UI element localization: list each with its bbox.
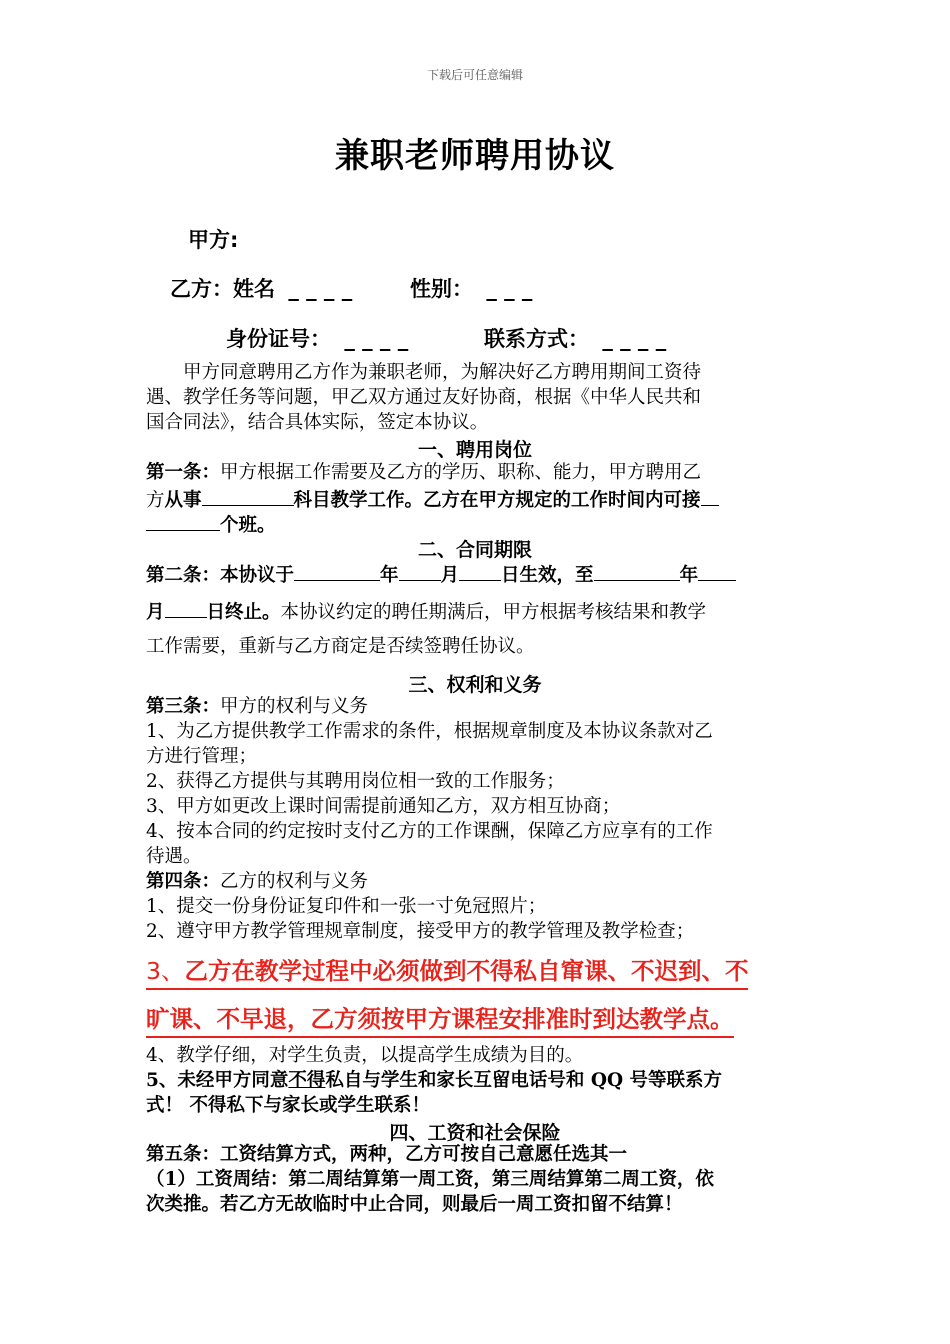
party-b-duty-4: 4、教学仔细，对学生负责，以提高学生成绩为目的。 xyxy=(146,1045,584,1066)
intro-line-2: 遇、教学任务等问题，甲乙双方通过友好协商，根据《中华人民共和 xyxy=(146,387,702,408)
article-3-title: 甲方的权利与义务 xyxy=(220,696,369,717)
weekly-wage-line-1: （1）工资周结：第二周结算第一周工资，第三周结算第二周工资，依 xyxy=(146,1169,714,1190)
article-1-text-b: 从事 xyxy=(164,490,202,511)
month-label-2: 月 xyxy=(146,602,165,623)
section-4-heading: 四、工资和社会保险 xyxy=(389,1122,561,1144)
party-b-name-label: 乙方：姓名 xyxy=(170,277,275,301)
gender-blank: _ _ _ xyxy=(486,277,533,301)
end-day-blank xyxy=(165,597,207,618)
article-2-text-rest: 本协议约定的聘任期满后，甲方根据考核结果和教学 xyxy=(280,602,707,623)
article-5: 第五条：工资结算方式，两种，乙方可按自己意愿任选其一 xyxy=(146,1144,628,1165)
article-1-text: 甲方根据工作需要及乙方的学历、职称、能力，甲方聘用乙 xyxy=(220,462,702,483)
month-label-1: 月 xyxy=(440,565,460,586)
end-month-blank xyxy=(698,560,736,581)
contact-blank: _ _ _ _ xyxy=(602,327,667,351)
class-count-blank-b xyxy=(146,510,220,531)
section-2-heading: 二、合同期限 xyxy=(417,539,532,561)
start-day-blank xyxy=(459,560,501,581)
id-label: 身份证号： xyxy=(226,327,331,351)
contact-row xyxy=(484,323,666,353)
document-title: 兼职老师聘用协议 xyxy=(335,136,615,176)
duty-5-text-a: 5、未经甲方同意 xyxy=(146,1070,289,1091)
party-a-duty-1-cont: 方进行管理； xyxy=(146,746,258,767)
party-b-duty-2: 2、遵守甲方教学管理规章制度，接受甲方的教学管理及教学检查； xyxy=(146,921,695,942)
id-row xyxy=(226,323,408,353)
section-3-heading: 三、权利和义务 xyxy=(408,674,542,696)
party-a-duty-1: 1、为乙方提供教学工作需求的条件，根据规章制度及本协议条款对乙 xyxy=(146,721,713,742)
subject-blank xyxy=(202,485,294,506)
class-count-blank-a xyxy=(701,485,719,506)
duty-5-underlined: 不得 xyxy=(288,1070,326,1091)
header-note: 下载后可任意编辑 xyxy=(426,68,523,82)
effective-label: 日生效，至 xyxy=(501,565,594,586)
party-a-duty-4: 4、按本合同的约定按时支付乙方的工作课酬，保障乙方应享有的工作 xyxy=(146,821,713,842)
party-b-duty-5 xyxy=(146,1068,722,1093)
party-b-row xyxy=(170,273,352,303)
section-1-heading: 一、聘用岗位 xyxy=(417,439,532,461)
article-1-line-2 xyxy=(146,485,719,513)
article-2-text-a: 第二条：本协议于 xyxy=(146,565,295,586)
article-4-label: 第四条： xyxy=(146,871,221,892)
party-a-duty-3: 3、甲方如更改上课时间需提前通知乙方，双方相互协商； xyxy=(146,796,621,817)
party-b-duty-3-line-1 xyxy=(146,952,748,990)
party-b-name-blank: _ _ _ _ xyxy=(288,277,353,301)
duty-3-number: 3、 xyxy=(146,957,185,985)
article-3-label: 第三条： xyxy=(146,696,221,717)
id-blank: _ _ _ _ xyxy=(344,327,409,351)
end-year-blank xyxy=(594,560,680,581)
article-4-title: 乙方的权利与义务 xyxy=(220,871,369,892)
party-b-duty-5-cont: 式！ 不得私下与家长或学生联系！ xyxy=(146,1095,430,1116)
party-b-duty-1: 1、提交一份身份证复印件和一张一寸免冠照片； xyxy=(146,896,547,917)
intro-line-3: 国合同法》，结合具体实际，签定本协议。 xyxy=(146,412,489,433)
article-1-text-end: 个班。 xyxy=(220,515,276,536)
article-1-line-3 xyxy=(146,510,276,538)
article-1-text-c: 科目教学工作。乙方在甲方规定的工作时间内可接 xyxy=(293,490,701,511)
article-2-line-3: 工作需要，重新与乙方商定是否续签聘任协议。 xyxy=(146,636,535,657)
duty-3-text-1: 乙方在教学过程中必须做到不得私自窜课、不迟到、不 xyxy=(184,957,749,985)
article-1-line-1 xyxy=(146,460,701,485)
weekly-wage-line-2: 次类推。若乙方无故临时中止合同，则最后一周工资扣留不结算！ xyxy=(146,1194,683,1215)
duty-5-text-b: 私自与学生和家长互留电话号和 QQ 号等联系方 xyxy=(325,1070,723,1091)
intro-line-1: 甲方同意聘用乙方作为兼职老师，为解决好乙方聘用期间工资待 xyxy=(183,362,702,383)
article-2-line-2 xyxy=(146,597,706,625)
article-1-text-a: 方 xyxy=(146,490,165,511)
article-1-label: 第一条： xyxy=(146,462,221,483)
party-b-duty-3-line-2: 旷课、不早退，乙方须按甲方课程安排准时到达教学点。 xyxy=(146,1000,734,1038)
party-b-gender xyxy=(410,273,532,303)
article-2-line-1 xyxy=(146,560,736,588)
article-3-heading xyxy=(146,694,368,719)
start-year-blank xyxy=(294,560,380,581)
party-a-duty-2: 2、获得乙方提供与其聘用岗位相一致的工作服务； xyxy=(146,771,565,792)
party-a-duty-4-cont: 待遇。 xyxy=(146,846,202,867)
start-month-blank xyxy=(399,560,441,581)
year-label-1: 年 xyxy=(380,565,399,586)
termination-label: 日终止。 xyxy=(206,602,281,623)
gender-label: 性别： xyxy=(410,277,473,301)
party-a-label: 甲方: xyxy=(188,228,239,252)
year-label-2: 年 xyxy=(679,565,699,586)
article-4-heading xyxy=(146,869,368,894)
contact-label: 联系方式： xyxy=(484,327,589,351)
